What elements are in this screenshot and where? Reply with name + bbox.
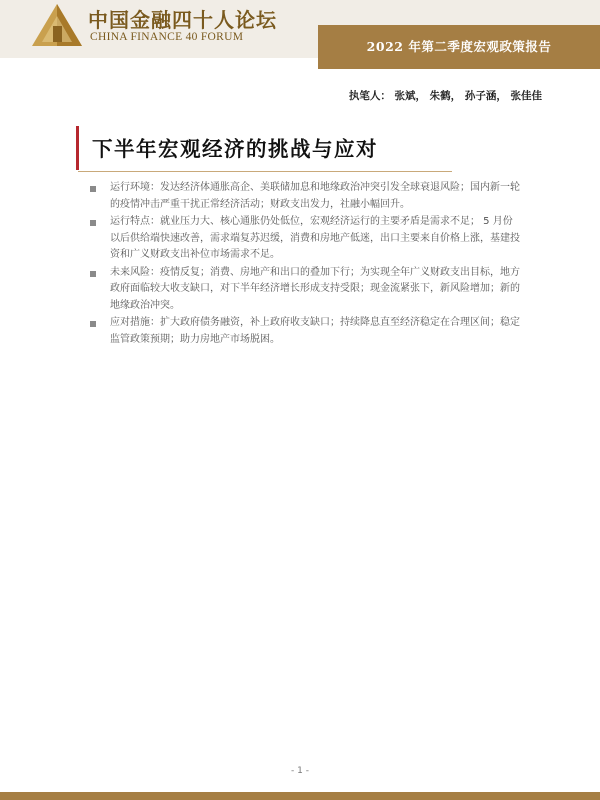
title-underline bbox=[78, 171, 452, 172]
page-number: - 1 - bbox=[291, 766, 309, 776]
square-bullet-icon bbox=[90, 271, 96, 277]
logo-icon bbox=[30, 2, 84, 48]
authors-line: 执笔人： 张斌， 朱鹤， 孙子涵， 张佳佳 bbox=[348, 90, 542, 102]
square-bullet-icon bbox=[90, 186, 96, 192]
section-title: 下半年宏观经济的挑战与应对 bbox=[92, 137, 378, 161]
bullet-item-measures bbox=[90, 315, 520, 348]
footer-bar bbox=[0, 792, 600, 800]
bullet-item-environment bbox=[90, 180, 520, 213]
square-bullet-icon bbox=[90, 321, 96, 327]
title-accent-bar bbox=[76, 126, 79, 170]
logo-chinese-name: 中国金融四十人论坛 bbox=[88, 8, 277, 32]
bullet-item-characteristics bbox=[90, 214, 520, 264]
bullet-item-risks bbox=[90, 265, 520, 315]
logo-english-name: CHINA FINANCE 40 FORUM bbox=[90, 31, 244, 43]
report-banner bbox=[318, 25, 600, 69]
bullet-text: 运行特点：就业压力大、核心通胀仍处低位，宏观经济运行的主要矛盾是需求不足； 5 月份以后供给端快速改善，需求端复苏迟缓，消费和房地产低迷，出口主要来自价格上涨，基建投资和广义财政支出补位市场需求不足。 bbox=[110, 216, 520, 260]
bullet-text: 未来风险：疫情反复；消费、房地产和出口的叠加下行；为实现全年广义财政支出目标，地方政府面临较大收支缺口，对下半年经济增长形成支持受限；现金流紧张下，新风险增加；新的地缘政治冲突。 bbox=[110, 266, 520, 311]
bullet-text: 运行环境：发达经济体通胀高企、美联储加息和地缘政治冲突引发全球衰退风险；国内新一轮的疫情冲击严重干扰正常经济活动；财政支出发力，社融小幅回升。 bbox=[110, 182, 520, 210]
bullet-text: 应对措施：扩大政府债务融资，补上政府收支缺口；持续降息直至经济稳定在合理区间；稳定监管政策预期；助力房地产市场脱困。 bbox=[110, 317, 520, 345]
square-bullet-icon bbox=[90, 220, 96, 226]
report-title: 2022 年第二季度宏观政策报告 bbox=[366, 39, 552, 54]
summary-bullet-list bbox=[90, 180, 520, 349]
